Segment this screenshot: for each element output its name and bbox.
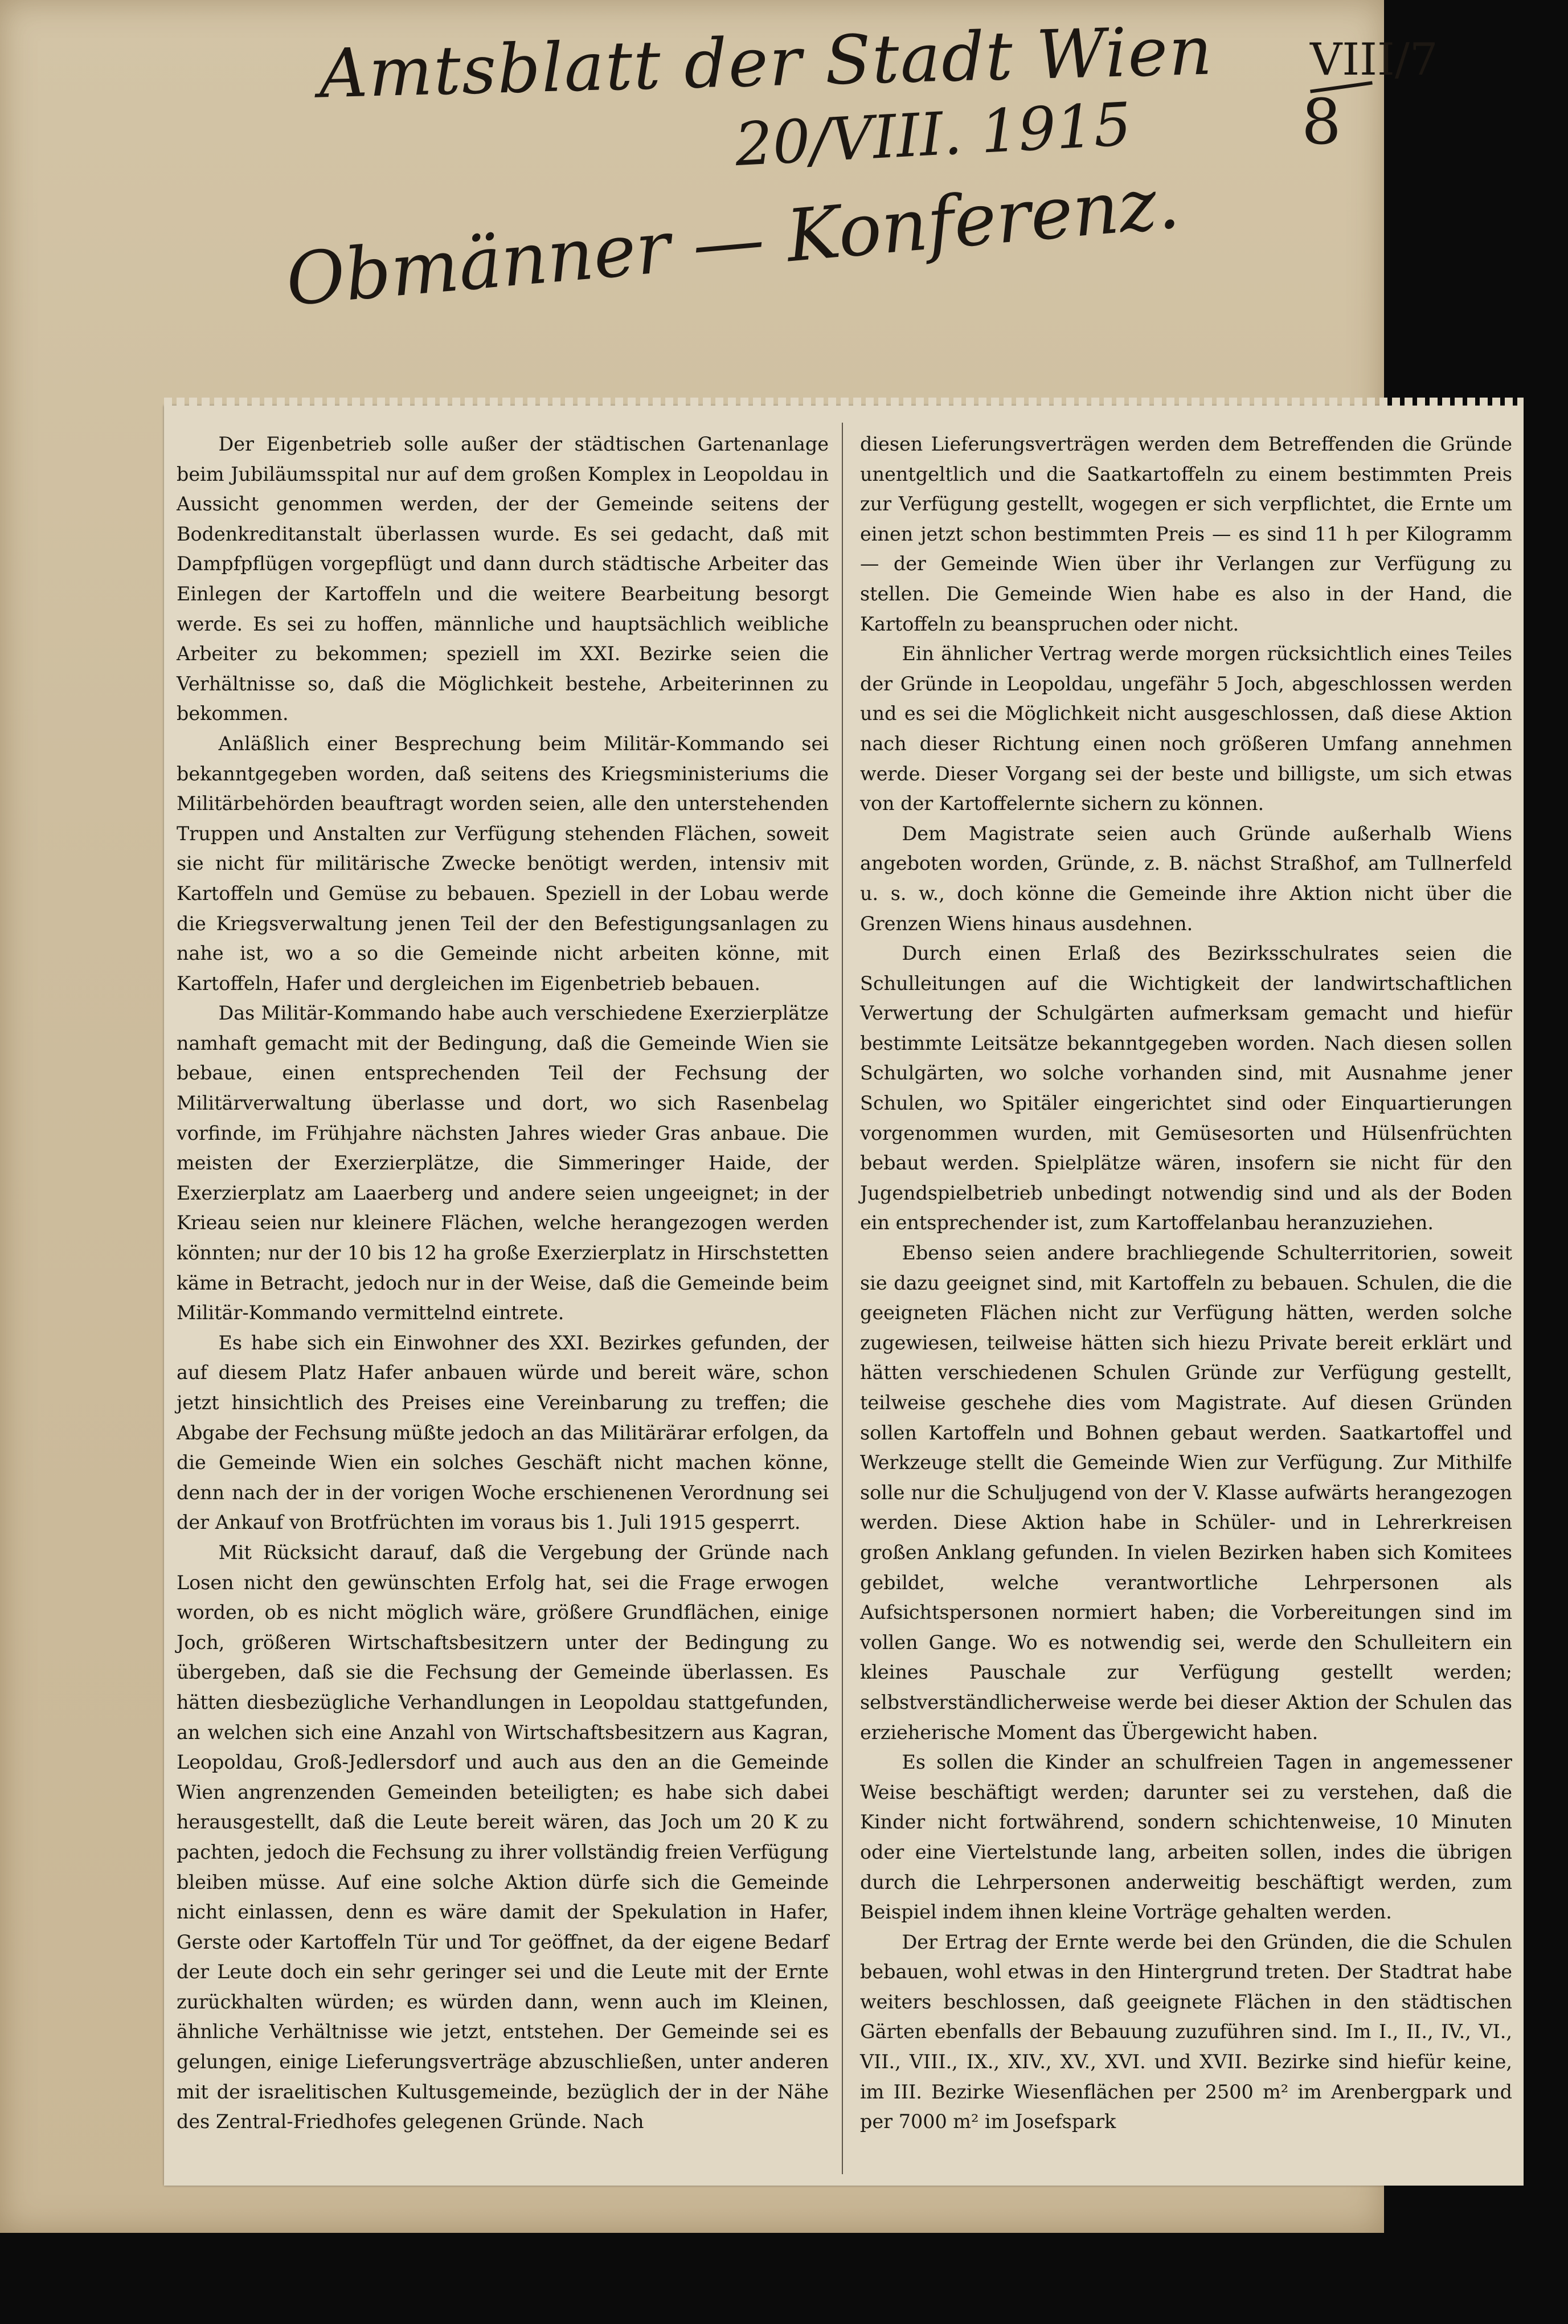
paragraph: Der Eigenbetrieb solle außer der städtischen Gartenanlage beim Jubiläumsspital nur auf dem großen Komplex in Leopoldau in Aussicht genommen werden, der der Gemeinde seitens der Bodenkreditanstalt überlassen wurde. Es sei gedacht, daß mit Dampfpflügen vorgepflügt und dann durch städtische Arbeiter das Einlegen der Kartoffeln und die weitere Bearbeitung besorgt werde. Es sei zu hoffen, männliche und hauptsächlich weibliche Arbeiter zu bekommen; speziell im XXI. Bezirke seien die Verhältnisse so, daß die Möglichkeit bestehe, Arbeiterinnen zu bekommen.: [177, 433, 829, 725]
torn-edge: [164, 398, 1524, 407]
paragraph: Ebenso seien andere brachliegende Schulterritorien, soweit sie dazu geeignet sind, mit Kartoffeln zu bebauen. Schulen, die die geeigneten Flächen nicht zur Verfügung hätten, werden solche zugewiesen, teilweise hätten sich hiezu Private bereit erklärt und hätten verschiedenen Schulen Gründe zur Verfügung gestellt, teilweise geschehe dies vom Magistrate. Auf diesen Gründen sollen Kartoffeln und Bohnen gebaut werden. Saatkartoffel und Werkzeuge stellt die Gemeinde Wien zur Verfügung. Zur Mithilfe solle nur die Schuljugend von der V. Klasse aufwärts herangezogen werden. Diese Aktion habe in Schüler- und in Lehrerkreisen großen Anklang gefunden. In vielen Bezirken haben sich Komitees gebildet, welche verantwortliche Lehrpersonen als Aufsichtspersonen normiert haben; die Vorbereitungen sind im vollen Gange. Wo es notwendig sei, werde den Schulleitern ein kleines Pauschale zur Verfügung gestellt werden; selbstverständlicherweise werde bei dieser Aktion der Schulen das erzieherische Moment das Übergewicht haben.: [860, 1242, 1512, 1744]
page-number: 8: [1301, 85, 1341, 158]
handwritten-topic: Obmänner — Konferenz.: [283, 160, 1183, 322]
handwritten-title: Amtsblatt der Stadt Wien: [318, 11, 1214, 113]
left-column: [177, 429, 829, 2137]
paragraph: Durch einen Erlaß des Bezirksschulrates seien die Schulleitungen auf die Wichtigkeit der landwirtschaftlichen Verwertung der Schulgärten aufmerksam gemacht und hiefür bestimmte Leitsätze bekanntgegeben worden. Nach diesen sollen Schulgärten, wo solche vorhanden sind, mit Ausnahme jener Schulen, wo Spitäler eingerichtet sind oder Einquartierungen vorgenommen wurden, mit Gemüsesorten und Hülsenfrüchten bebaut werden. Spielplätze wären, insofern sie nicht für den Jugendspielbetrieb unbedingt notwendig sind und als der Boden ein entsprechender ist, zum Kartoffelanbau heranzuziehen.: [860, 942, 1512, 1234]
paragraph: Ein ähnlicher Vertrag werde morgen rücksichtlich eines Teiles der Gründe in Leopoldau, ungefähr 5 Joch, abgeschlossen werden und es sei die Möglichkeit nicht ausgeschlossen, daß diese Aktion nach dieser Richtung einen noch größeren Umfang annehmen werde. Dieser Vorgang sei der beste und billigste, um sich etwas von der Kartoffelernte sichern zu können.: [860, 643, 1512, 815]
newspaper-clipping: [164, 406, 1524, 2186]
paragraph: Der Ertrag der Ernte werde bei den Gründen, die die Schulen bebauen, wohl etwas in den Hintergrund treten. Der Stadtrat habe weiters beschlossen, daß geeignete Flächen in den städtischen Gärten ebenfalls der Bebauung zuzuführen sind. Im I., II., IV., VI., VII., VIII., IX., XIV., XV., XVI. und XVII. Bezirke sind hiefür keine, im III. Bezirke Wiesenflächen per 2500 m² im Arenbergpark und per 7000 m² im Josefspark: [860, 1930, 1512, 2133]
paragraph: Es sollen die Kinder an schulfreien Tagen in angemessener Weise beschäftigt werden; darunter sei zu verstehen, daß die Kinder nicht fortwährend, sondern schichtenweise, 10 Minuten oder eine Viertelstunde lang, arbeiten sollen, indes die übrigen durch die Lehrpersonen anderweitig beschäftigt werden, zum Beispiel indem ihnen kleine Vorträge gehalten werden.: [860, 1751, 1512, 1924]
paragraph: Es habe sich ein Einwohner des XXI. Bezirkes gefunden, der auf diesem Platz Hafer anbauen würde und bereit wäre, schon jetzt hinsichtlich des Preises eine Vereinbarung zu treffen; die Abgabe der Fechsung müßte jedoch an das Militärärar erfolgen, da die Gemeinde Wien ein solches Geschäft nicht machen könne, denn nach der in der vorigen Woche erschienenen Verordnung sei der Ankauf von Brotfrüchten im voraus bis 1. Juli 1915 gesperrt.: [177, 1331, 829, 1534]
paragraph: Das Militär-Kommando habe auch verschiedene Exerzierplätze namhaft gemacht mit der Bedingung, daß die Gemeinde Wien sie bebaue, einen entsprechenden Teil der Fechsung der Militärverwaltung überlasse und dort, wo sich Rasenbelag vorfinde, im Frühjahre nächsten Jahres wieder Gras anbaue. Die meisten der Exerzierplätze, die Simmeringer Haide, der Exerzierplatz am Laaerberg und andere seien ungeeignet; in der Krieau seien nur kleinere Flächen, welche herangezogen werden könnten; nur der 10 bis 12 ha große Exerzierplatz in Hirschstetten käme in Betracht, jedoch nur in der Weise, daß die Gemeinde beim Militär-Kommando vermittelnd eintrete.: [177, 1002, 829, 1324]
right-column: [860, 429, 1512, 2137]
paragraph: Mit Rücksicht darauf, daß die Vergebung der Gründe nach Losen nicht den gewünschten Erfolg hat, sei die Frage erwogen worden, ob es nicht möglich wäre, größere Grundflächen, einige Joch, größeren Wirtschaftsbesitzern unter der Bedingung zu übergeben, daß sie die Fechsung der Gemeinde überlassen. Es hätten diesbezügliche Verhandlungen in Leopoldau stattgefunden, an welchen sich eine Anzahl von Wirtschaftsbesitzern aus Kagran, Leopoldau, Groß-Jedlersdorf und auch aus den an die Gemeinde Wien angrenzenden Gemeinden beteiligten; es habe sich dabei herausgestellt, daß die Leute bereit wären, das Joch um 20 K zu pachten, jedoch die Fechsung zu ihrer vollständig freien Verfügung bleiben müsse. Auf eine solche Aktion dürfe sich die Gemeinde nicht einlassen, denn es wäre damit der Spekulation in Hafer, Gerste oder Kartoffeln Tür und Tor geöffnet, da der eigene Bedarf der Leute doch ein sehr geringer sei und die Leute mit der Ernte zurückhalten würden; es würden dann, wenn auch im Kleinen, ähnliche Verhältnisse wie jetzt, entstehen. Der Gemeinde sei es gelungen, einige Lieferungsverträge abzuschließen, unter anderen mit der israelitischen Kultusgemeinde, bezüglich der in der Nähe des Zentral-Friedhofes gelegenen Gründe. Nach: [177, 1541, 829, 2133]
paragraph: Anläßlich einer Besprechung beim Militär-Kommando sei bekanntgegeben worden, daß seitens des Kriegsministeriums die Militärbehörden beauftragt worden seien, alle den unterstehenden Truppen und Anstalten zur Verfügung stehenden Flächen, soweit sie nicht für militärische Zwecke benötigt werden, intensiv mit Kartoffeln und Gemüse zu bebauen. Speziell in der Lobau werde die Kriegsverwaltung jenen Teil der den Befestigungsanlagen zu nahe ist, wo a so die Gemeinde nicht arbeiten könne, mit Kartoffeln, Hafer und dergleichen im Eigenbetrieb bebauen.: [177, 732, 829, 995]
handwritten-date: 20/VIII. 1915: [733, 89, 1133, 180]
archive-code: VIII/7: [1310, 34, 1438, 85]
paragraph-continued: diesen Lieferungsverträgen werden dem Betreffenden die Gründe unentgeltlich und die Saatkartoffeln zu einem bestimmten Preis zur Verfügung gestellt, wogegen er sich verpflichtet, die Ernte um einen jetzt schon bestimmten Preis — es sind 11 h per Kilogramm — der Gemeinde Wien über ihr Verlangen zur Verfügung zu stellen. Die Gemeinde Wien habe es also in der Hand, die Kartoffeln zu beanspruchen oder nicht.: [860, 433, 1512, 635]
paragraph: Dem Magistrate seien auch Gründe außerhalb Wiens angeboten worden, Gründe, z. B. nächst Straßhof, am Tullnerfeld u. s. w., doch könne die Gemeinde ihre Aktion nicht über die Grenzen Wiens hinaus ausdehnen.: [860, 822, 1512, 935]
column-divider: [842, 423, 843, 2174]
